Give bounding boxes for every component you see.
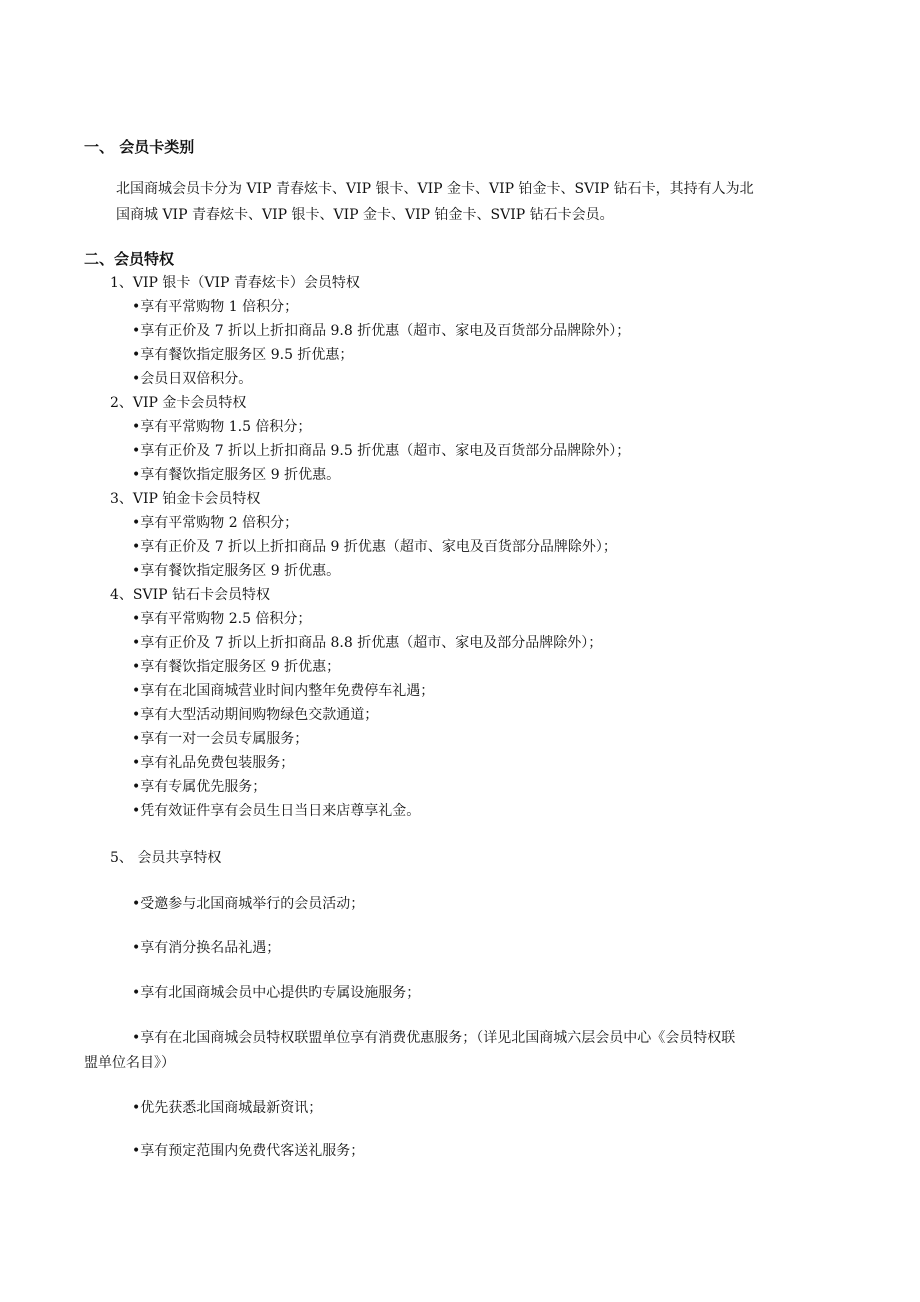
list-item-continuation: 盟单位名目》）	[84, 1055, 175, 1071]
section-1-title: 一、 会员卡类别	[84, 138, 195, 156]
section-2-title: 二、会员特权	[84, 250, 175, 268]
list-item: •凭有效证件享有会员生日当日来店尊享礼金。	[132, 803, 421, 819]
list-item: •享有餐饮指定服务区 9.5 折优惠；	[132, 347, 354, 363]
list-item: •享有正价及 7 折以上折扣商品 9.8 折优惠（超市、家电及百货部分品牌除外）；	[132, 323, 631, 339]
group-2-heading: 2、VIP 金卡会员特权	[110, 395, 247, 411]
list-item: •优先获悉北国商城最新资讯；	[132, 1100, 323, 1116]
list-item: •享有餐饮指定服务区 9 折优惠。	[132, 467, 341, 483]
list-item: •享有餐饮指定服务区 9 折优惠；	[132, 659, 341, 675]
list-item: •享有北国商城会员中心提供旳专属设施服务；	[132, 985, 421, 1001]
list-item: •享有消分换名品礼遇；	[132, 940, 281, 956]
list-item: •享有餐饮指定服务区 9 折优惠。	[132, 563, 341, 579]
list-item: •享有正价及 7 折以上折扣商品 9 折优惠（超市、家电及百货部分品牌除外）；	[132, 539, 617, 555]
list-item: •享有平常购物 1 倍积分；	[132, 299, 299, 315]
list-item: •会员日双倍积分。	[132, 371, 253, 387]
list-item: •享有在北国商城会员特权联盟单位享有消费优惠服务；（详见北国商城六层会员中心《会员特权联	[132, 1030, 736, 1046]
list-item: •享有专属优先服务；	[132, 779, 267, 795]
list-item: •享有正价及 7 折以上折扣商品 9.5 折优惠（超市、家电及百货部分品牌除外）；	[132, 443, 631, 459]
group-3-heading: 3、VIP 铂金卡会员特权	[110, 491, 261, 507]
list-item: •享有礼品免费包装服务；	[132, 755, 295, 771]
group-1-heading: 1、VIP 银卡（VIP 青春炫卡）会员特权	[110, 275, 360, 291]
list-item: •享有一对一会员专属服务；	[132, 731, 309, 747]
section-1-paragraph-line-1: 北国商城会员卡分为 VIP 青春炫卡、VIP 银卡、VIP 金卡、VIP 铂金卡、SVIP 钻石卡，其持有人为北	[116, 181, 754, 197]
group-4-heading: 4、SVIP 钻石卡会员特权	[110, 587, 271, 603]
list-item: •享有预定范围内免费代客送礼服务；	[132, 1143, 365, 1159]
list-item: •受邀参与北国商城举行的会员活动；	[132, 896, 365, 912]
list-item: •享有在北国商城营业时间内整年免费停车礼遇；	[132, 683, 435, 699]
list-item: •享有平常购物 2 倍积分；	[132, 515, 299, 531]
list-item: •享有正价及 7 折以上折扣商品 8.8 折优惠（超市、家电及部分品牌除外）；	[132, 635, 603, 651]
list-item: •享有大型活动期间购物绿色交款通道；	[132, 707, 379, 723]
shared-privileges-heading: 5、 会员共享特权	[110, 850, 222, 866]
list-item: •享有平常购物 1.5 倍积分；	[132, 419, 312, 435]
list-item: •享有平常购物 2.5 倍积分；	[132, 611, 312, 627]
section-1-paragraph-line-2: 国商城 VIP 青春炫卡、VIP 银卡、VIP 金卡、VIP 铂金卡、SVIP 钻石卡会员。	[116, 207, 614, 223]
